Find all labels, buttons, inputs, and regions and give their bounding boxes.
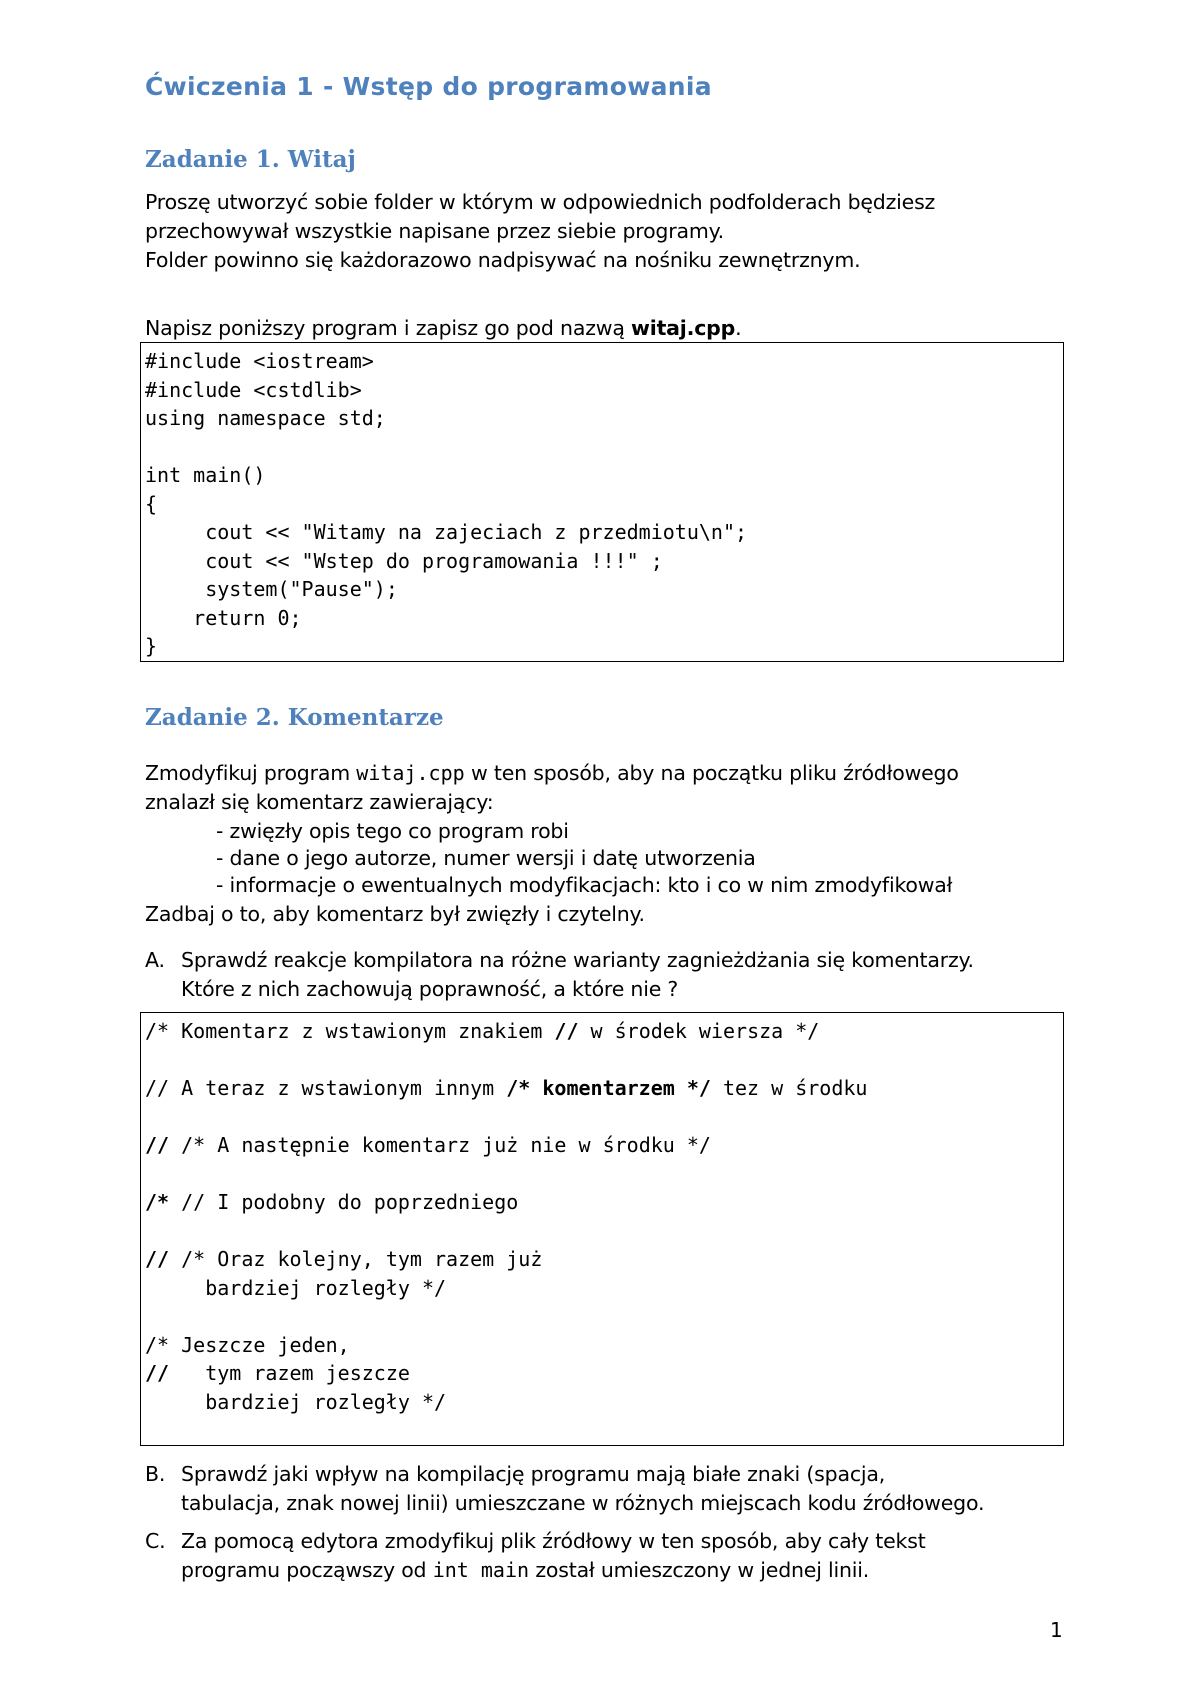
item-marker: C. [145,1529,166,1553]
code-line: int main() [145,463,266,487]
task2-bullet-list [216,818,952,899]
code-line: using namespace std; [145,406,386,430]
code-fragment-bold: /* [145,1190,170,1214]
list-item: - informacje o ewentualnych modyfikacjach: kto i co w nim zmodyfikował [216,873,953,897]
task1-intro-line: Proszę utworzyć sobie folder w którym w odpowiednich podfolderach będziesz [145,190,936,214]
code-fragment: w środek wiersza */ [578,1019,820,1043]
task2-closing: Zadbaj o to, aby komentarz był zwięzły i czytelny. [145,902,645,926]
task2-intro-text: Zmodyfikuj program [145,761,357,785]
task1-instruction [145,314,741,343]
code-line: system("Pause"); [145,577,398,601]
code-fragment: // A teraz z wstawionym innym [145,1076,507,1100]
task2-intro-line2: znalazł się komentarz zawierający: [145,790,494,814]
code-line: return 0; [145,605,302,630]
code-fragment: tym razem jeszcze [169,1361,410,1385]
code-block-witaj [140,342,1064,662]
code-fragment-bold: // [554,1019,579,1043]
item-marker: B. [145,1462,166,1486]
page-number: 1 [1050,1618,1063,1642]
task2-heading: Zadanie 2. Komentarze [145,704,444,731]
code-line: cout << "Wstep do programowania !!!" ; [145,548,663,573]
item-line: Za pomocą edytora zmodyfikuj plik źródłowy w ten sposób, aby cały tekst [181,1529,926,1553]
list-item: - zwięzły opis tego co program robi [216,819,569,843]
code-fragment-bold: // [145,1361,170,1385]
page-title: Ćwiczenia 1 - Wstęp do programowania [145,72,712,101]
item-text [181,946,974,1004]
task1-heading: Zadanie 1. Witaj [145,146,356,173]
task2-intro [145,759,959,817]
item-line: Które z nich zachowują poprawność, a które nie ? [181,977,679,1001]
item-line [181,1556,926,1585]
code-line: { [145,491,158,516]
task1-intro-line: przechowywał wszystkie napisane przez siebie programy. [145,219,724,243]
item-marker: A. [145,948,165,972]
code-line: #include <iostream> [145,349,374,373]
item-text-part: został umieszczony w jednej linii. [529,1558,870,1582]
item-text-part: programu począwszy od [181,1558,433,1582]
code-fragment-bold: // [145,1133,170,1157]
code-line: cout << "Witamy na zajeciach z przedmiotu\n"; [145,520,748,544]
task1-instruction-end: . [735,316,742,340]
comment-listing [145,1017,867,1416]
code-fragment: /* Oraz kolejny, tym razem już [169,1247,543,1271]
code-block-comments [140,1012,1064,1446]
inline-code: int main [432,1558,530,1582]
list-item: - dane o jego autorze, numer wersji i datę utworzenia [216,846,756,870]
code-line: #include <cstdlib> [145,377,362,402]
code-fragment: /* Jeszcze jeden, [145,1332,350,1357]
task1-instruction-text: Napisz poniższy program i zapisz go pod nazwą [145,316,631,340]
item-text [181,1527,926,1585]
task1-intro [145,188,935,275]
code-listing [145,347,747,661]
task2-intro-text: w ten sposób, aby na początku pliku źródłowego [464,761,959,785]
code-fragment-bold: /* komentarzem */ [506,1076,711,1100]
code-line: } [145,634,158,658]
task2-filename: witaj.cpp [356,761,465,785]
task1-filename: witaj.cpp [631,316,736,340]
code-fragment: /* Komentarz z wstawionym znakiem [145,1019,555,1043]
item-line: Sprawdź reakcje kompilatora na różne warianty zagnieżdżania się komentarzy. [181,948,974,972]
code-fragment: // I podobny do poprzedniego [169,1190,519,1214]
item-line: tabulacja, znak nowej linii) umieszczane w różnych miejscach kodu źródłowego. [181,1491,985,1515]
code-fragment: tez w środku [710,1076,868,1100]
code-fragment: /* A następnie komentarz już nie w środku */ [169,1133,711,1157]
item-line: Sprawdź jaki wpływ na kompilację programu mają białe znaki (spacja, [181,1462,886,1486]
code-fragment: bardziej rozległy */ [145,1275,447,1300]
task1-intro-line: Folder powinno się każdorazowo nadpisywać na nośniku zewnętrznym. [145,248,861,272]
task2-intro-line1 [145,759,959,788]
code-fragment: bardziej rozległy */ [145,1389,447,1414]
code-fragment-bold: // [145,1247,170,1271]
item-text [181,1460,984,1518]
